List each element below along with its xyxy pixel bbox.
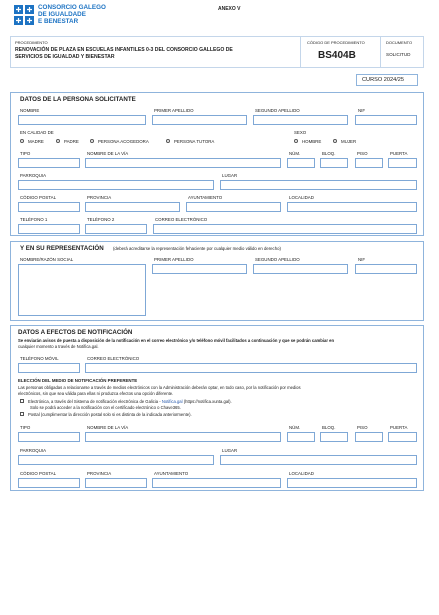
foster-label: PERSONA ACOGEDORA bbox=[98, 139, 149, 144]
logo bbox=[14, 5, 34, 25]
electronic-option-checkbox[interactable] bbox=[20, 399, 24, 403]
phone2-field[interactable] bbox=[85, 224, 147, 234]
notif-num-label: NÚM. bbox=[289, 425, 301, 430]
notif-parish-label: PARROQUIA bbox=[20, 448, 47, 453]
notif-type-field[interactable] bbox=[18, 432, 80, 442]
notif-block-field[interactable] bbox=[320, 432, 348, 442]
org-line-1: CONSORCIO GALEGO bbox=[38, 4, 106, 11]
sex-label: SEXO bbox=[294, 130, 307, 135]
man-label: HOMBRE bbox=[302, 139, 322, 144]
notif-floor-label: PISO bbox=[357, 425, 368, 430]
org-line-3: E BENESTAR bbox=[38, 18, 79, 26]
notif-type-label: TIPO bbox=[20, 425, 31, 430]
org-line-2: DE IGUALDADE bbox=[38, 11, 86, 19]
company-label: NOMBRE/RAZÓN SOCIAL bbox=[20, 257, 74, 262]
rep-nif-field[interactable] bbox=[355, 264, 417, 274]
choice-title: ELECCIÓN DEL MEDIO DE NOTIFICACIÓN PREFERENTE bbox=[18, 378, 138, 383]
rep-surname1-field[interactable] bbox=[152, 264, 247, 274]
notif-place-label: LUGAR bbox=[222, 448, 238, 453]
council-field[interactable] bbox=[186, 202, 281, 212]
choice-text-2: electrónicos, sin que sea válida para ellas ni produzca efectos una opción diferente. bbox=[18, 391, 174, 396]
notification-intro-2: cualquier momento a través de Notifica.gal. bbox=[18, 344, 99, 349]
province-field[interactable] bbox=[85, 202, 180, 212]
notif-place-field[interactable] bbox=[220, 455, 417, 465]
company-field[interactable] bbox=[18, 264, 146, 316]
postal-label: CÓDIGO POSTAL bbox=[20, 195, 57, 200]
notif-province-field[interactable] bbox=[85, 478, 147, 488]
electronic-option-text: Electrónica, a través del Sistema de notificación electrónica de Galicia - bbox=[28, 399, 162, 404]
postal-field[interactable] bbox=[18, 202, 80, 212]
org-name bbox=[38, 4, 106, 26]
notif-postal-label: CÓDIGO POSTAL bbox=[20, 471, 57, 476]
mother-label: MADRE bbox=[28, 139, 44, 144]
procedure-code: BS404B bbox=[318, 50, 356, 61]
notif-council-field[interactable] bbox=[152, 478, 281, 488]
foster-radio[interactable] bbox=[90, 139, 94, 143]
council-label: AYUNTAMIENTO bbox=[188, 195, 223, 200]
block-field[interactable] bbox=[320, 158, 348, 168]
nif-field[interactable] bbox=[355, 115, 417, 125]
consortium-logo-icon bbox=[14, 5, 34, 25]
rep-nif-label: NIF bbox=[358, 257, 366, 262]
document-label: DOCUMENTO bbox=[386, 40, 413, 45]
notification-intro-1: Se enviarán avisos de puesta a disposición de la notificación en el correo electrónico y/o teléfono móvil facilitados a continuación y que se podrán cambiar en bbox=[18, 338, 335, 343]
phone1-label: TELÉFONO 1 bbox=[20, 217, 48, 222]
parish-label: PARROQUIA bbox=[20, 173, 47, 178]
father-label: PADRE bbox=[64, 139, 79, 144]
door-label: PUERTA bbox=[390, 151, 408, 156]
representation-note: (deberá acreditarse la representación fehaciente por cualquier medio válido en derecho) bbox=[113, 246, 281, 251]
notif-email-field[interactable] bbox=[85, 363, 417, 373]
phone1-field[interactable] bbox=[18, 224, 80, 234]
woman-label: MUJER bbox=[341, 139, 357, 144]
notif-province-label: PROVINCIA bbox=[87, 471, 112, 476]
procedure-title-1: RENOVACIÓN DE PLAZA EN ESCUELAS INFANTILES 0-3 DEL CONSORCIO GALLEGO DE bbox=[15, 47, 233, 53]
mother-radio[interactable] bbox=[20, 139, 24, 143]
surname1-label: PRIMER APELLIDO bbox=[154, 108, 194, 113]
notif-parish-field[interactable] bbox=[18, 455, 214, 465]
surname2-field[interactable] bbox=[253, 115, 348, 125]
floor-label: PISO bbox=[357, 151, 368, 156]
notif-door-label: PUERTA bbox=[390, 425, 408, 430]
street-label: NOMBRE DE LA VÍA bbox=[87, 151, 129, 156]
notif-locality-field[interactable] bbox=[287, 478, 417, 488]
guardian-radio[interactable] bbox=[166, 139, 170, 143]
choice-text-1: Las personas obligadas a relacionarse a través de medios electrónicos con la Administración deberán optar, en todo caso, por la notificación por medios bbox=[18, 385, 301, 390]
block-label: BLOQ. bbox=[322, 151, 336, 156]
rep-surname2-field[interactable] bbox=[253, 264, 348, 274]
applicant-section-title: DATOS DE LA PERSONA SOLICITANTE bbox=[20, 96, 136, 103]
email-label: CORREO ELECTRÓNICO bbox=[155, 217, 208, 222]
notif-block-label: BLOQ. bbox=[322, 425, 336, 430]
parish-field[interactable] bbox=[18, 180, 214, 190]
procedure-code-label: CÓDIGO DE PROCEDIMIENTO bbox=[307, 40, 365, 45]
nif-label: NIF bbox=[358, 108, 366, 113]
place-field[interactable] bbox=[220, 180, 417, 190]
notif-postal-field[interactable] bbox=[18, 478, 80, 488]
document-value: SOLICITUD bbox=[386, 52, 411, 57]
surname2-label: SEGUNDO APELLIDO bbox=[255, 108, 300, 113]
course-label: CURSO 2024/25 bbox=[362, 77, 404, 83]
notification-section-title: DATOS A EFECTOS DE NOTIFICACIÓN bbox=[18, 329, 133, 336]
mobile-label: TELÉFONO MÓVIL bbox=[20, 356, 59, 361]
postal-option-checkbox[interactable] bbox=[20, 412, 24, 416]
guardian-label: PERSONA TUTORA bbox=[174, 139, 215, 144]
num-field[interactable] bbox=[287, 158, 315, 168]
phone2-label: TELÉFONO 2 bbox=[87, 217, 115, 222]
place-label: LUGAR bbox=[222, 173, 238, 178]
man-radio[interactable] bbox=[294, 139, 298, 143]
rep-surname1-label: PRIMER APELLIDO bbox=[154, 257, 194, 262]
locality-label: LOCALIDAD bbox=[289, 195, 314, 200]
annex-label: ANEXO V bbox=[218, 6, 241, 12]
type-label: TIPO bbox=[20, 151, 31, 156]
procedure-label: PROCEDIMENTO bbox=[15, 40, 48, 45]
notif-locality-label: LOCALIDAD bbox=[289, 471, 314, 476]
postal-option: Postal (cumplimentar la dirección postal solo si es distinta de la indicada anteriormente). bbox=[28, 412, 192, 417]
locality-field[interactable] bbox=[287, 202, 417, 212]
rep-surname2-label: SEGUNDO APELLIDO bbox=[255, 257, 300, 262]
notif-street-label: NOMBRE DE LA VÍA bbox=[87, 425, 129, 430]
electronic-option-note: Solo se podrá acceder a la notificación con el certificado electrónico o Chave365. bbox=[30, 405, 181, 410]
representation-section-title: Y EN SU REPRESENTACIÓN bbox=[20, 245, 104, 252]
surname1-field[interactable] bbox=[152, 115, 247, 125]
floor-field[interactable] bbox=[355, 158, 383, 168]
street-field[interactable] bbox=[85, 158, 281, 168]
num-label: NÚM. bbox=[289, 151, 301, 156]
procedure-title-2: SERVICIOS DE IGUALDAD Y BIENESTAR bbox=[15, 54, 115, 60]
notif-email-label: CORREO ELECTRÓNICO bbox=[87, 356, 140, 361]
notifica-link[interactable]: Notifica.gal bbox=[161, 399, 183, 404]
notif-council-label: AYUNTAMIENTO bbox=[154, 471, 189, 476]
name-label: NOMBRE bbox=[20, 108, 40, 113]
woman-radio[interactable] bbox=[333, 139, 337, 143]
father-radio[interactable] bbox=[56, 139, 60, 143]
notif-street-field[interactable] bbox=[85, 432, 281, 442]
name-field[interactable] bbox=[18, 115, 146, 125]
notif-door-field[interactable] bbox=[388, 432, 417, 442]
notif-floor-field[interactable] bbox=[355, 432, 383, 442]
mobile-field[interactable] bbox=[18, 363, 80, 373]
electronic-option-url: (https://notifica.xunta.gal). bbox=[182, 399, 232, 404]
notif-num-field[interactable] bbox=[287, 432, 315, 442]
door-field[interactable] bbox=[388, 158, 417, 168]
capacity-label: EN CALIDAD DE bbox=[20, 130, 54, 135]
email-field[interactable] bbox=[153, 224, 417, 234]
type-field[interactable] bbox=[18, 158, 80, 168]
electronic-option bbox=[28, 399, 232, 404]
province-label: PROVINCIA bbox=[87, 195, 112, 200]
